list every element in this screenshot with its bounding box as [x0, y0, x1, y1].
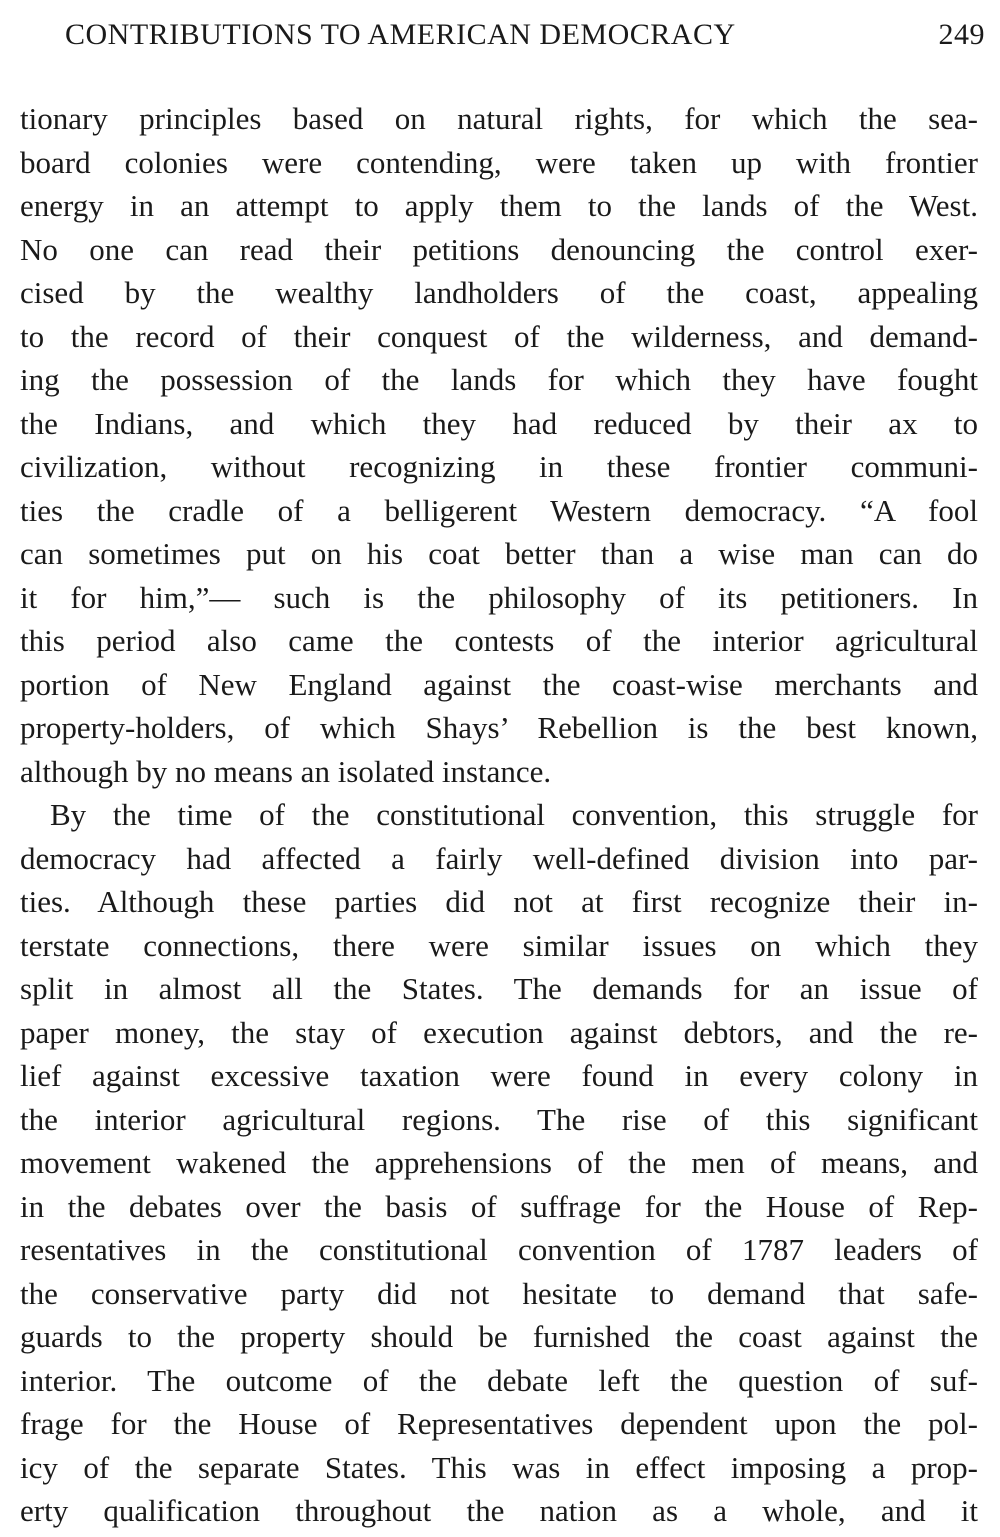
text-line: No one can read their petitions denouncing the control exer- — [20, 231, 978, 267]
running-head — [30, 18, 985, 62]
body-text — [20, 97, 978, 1533]
text-line: tionary principles based on natural rights, for which the sea- — [20, 101, 978, 136]
text-line: the interior agricultural regions. The rise of this significant — [20, 1101, 978, 1137]
running-head-title: CONTRIBUTIONS TO AMERICAN DEMOCRACY — [65, 18, 736, 51]
page-number: 249 — [938, 18, 985, 51]
text-line: lief against excessive taxation were found in every colony in — [20, 1058, 978, 1093]
text-line: to the record of their conquest of the wilderness, and demand- — [20, 318, 978, 354]
text-line: frage for the House of Representatives dependent upon the pol- — [20, 1406, 978, 1441]
text-line: in the debates over the basis of suffrage for the House of Rep- — [20, 1188, 978, 1224]
paragraph-2 — [20, 793, 978, 1533]
text-line: energy in an attempt to apply them to the lands of the West. — [20, 188, 978, 223]
text-line: erty qualification throughout the nation as a whole, and it — [20, 1493, 978, 1528]
text-line: portion of New England against the coast-wise merchants and — [20, 666, 978, 702]
text-line: icy of the separate States. This was in effect imposing a prop- — [20, 1449, 978, 1485]
text-line: this period also came the contests of the interior agricultural — [20, 623, 978, 658]
text-line: interior. The outcome of the debate left the question of suf- — [20, 1362, 978, 1398]
text-line: resentatives in the constitutional convention of 1787 leaders of — [20, 1232, 978, 1267]
text-line: civilization, without recognizing in these frontier communi- — [20, 449, 978, 484]
text-line: property-holders, of which Shays’ Rebellion is the best known, — [20, 710, 978, 745]
text-line: movement wakened the apprehensions of the men of means, and — [20, 1145, 978, 1180]
text-line: guards to the property should be furnished the coast against the — [20, 1319, 978, 1354]
text-line: it for him,”— such is the philosophy of its petitioners. In — [20, 579, 978, 615]
text-line: can sometimes put on his coat better than a wise man can do — [20, 536, 978, 571]
text-line: By the time of the constitutional convention, this struggle for — [50, 797, 978, 832]
text-line: cised by the wealthy landholders of the coast, appealing — [20, 275, 978, 310]
text-line: the Indians, and which they had reduced by their ax to — [20, 405, 978, 441]
text-line: ties the cradle of a belligerent Western democracy. “A fool — [20, 492, 978, 528]
text-line: board colonies were contending, were taken up with frontier — [20, 144, 978, 180]
text-line: split in almost all the States. The demands for an issue of — [20, 971, 978, 1006]
text-line: ties. Although these parties did not at first recognize their in- — [20, 884, 978, 919]
text-line: although by no means an isolated instance. — [20, 753, 552, 789]
text-line: terstate connections, there were similar issues on which they — [20, 927, 978, 963]
text-line: the conservative party did not hesitate to demand that safe- — [20, 1275, 978, 1311]
text-line: ing the possession of the lands for which they have fought — [20, 362, 978, 397]
text-line: democracy had affected a fairly well-defined division into par- — [20, 840, 978, 876]
text-line: paper money, the stay of execution against debtors, and the re- — [20, 1014, 978, 1050]
paragraph-1 — [20, 97, 978, 793]
